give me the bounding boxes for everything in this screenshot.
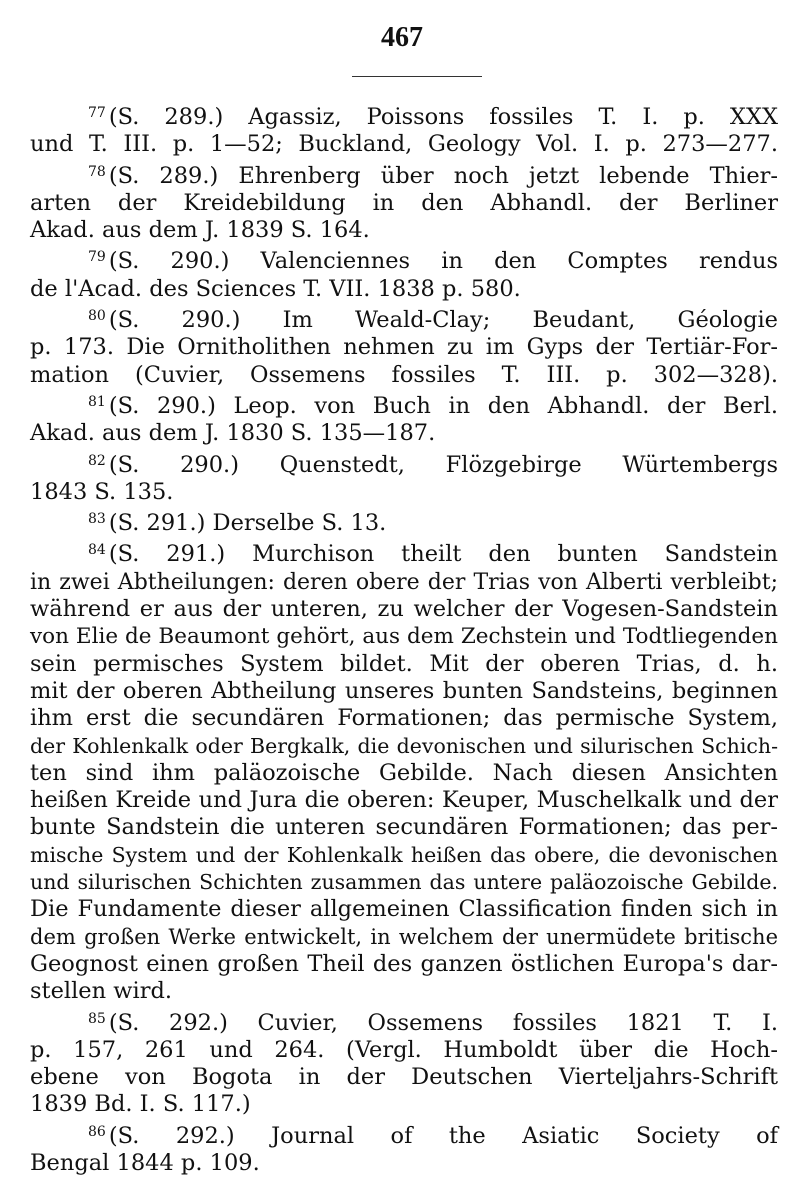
page-number: 467 — [381, 22, 423, 53]
note-number: 79 — [88, 249, 106, 266]
endnote-78-first-line — [30, 159, 778, 190]
line-text: (S. 290.) Valenciennes in den Comptes rendus — [108, 248, 778, 275]
line-text: ten sind ihm paläozoische Gebilde. Nach diesen Ansichten — [30, 759, 778, 786]
text-line — [30, 190, 778, 217]
line-text: Akad. aus dem J. 1839 S. 164. — [30, 217, 370, 244]
text-line — [30, 569, 778, 596]
line-text: der Kohlenkalk oder Bergkalk, die devonischen und silurischen Schich- — [30, 733, 778, 758]
line-text: ebene von Bogota in der Deutschen Vierteljahrs-Schrift — [30, 1064, 778, 1091]
line-text: Geognost einen großen Theil des ganzen östlichen Europa's dar- — [30, 950, 778, 977]
text-line — [30, 334, 778, 361]
text-line — [30, 951, 778, 978]
line-text: arten der Kreidebildung in den Abhandl. der Berliner — [30, 189, 778, 216]
text-line — [30, 623, 778, 650]
text-line — [30, 787, 778, 814]
note-number: 86 — [88, 1123, 106, 1140]
line-text: stellen wird. — [30, 978, 173, 1005]
text-line — [30, 678, 778, 705]
note-number: 84 — [88, 542, 106, 559]
text-line — [30, 479, 778, 506]
note-number: 85 — [88, 1010, 106, 1027]
line-text: de l'Acad. des Sciences T. VII. 1838 p. 580. — [30, 275, 521, 302]
line-text: während er aus der unteren, zu welcher der Vogesen-Sandstein — [30, 596, 778, 623]
text-line — [30, 842, 778, 869]
note-number: 81 — [88, 393, 106, 410]
text-line — [30, 814, 778, 841]
line-text: 1843 S. 135. — [30, 478, 174, 505]
line-text: und T. III. p. 1—52; Buckland, Geology Vol. I. p. 273—277. — [30, 131, 778, 158]
line-text: von Elie de Beaumont gehört, aus dem Zechstein und Todtliegenden — [30, 624, 778, 650]
text-line — [30, 1091, 778, 1118]
line-text: mation (Cuvier, Ossemens fossiles T. III. p. 302—328). — [30, 361, 778, 388]
line-text: mit der oberen Abtheilung unseres bunten Sandsteins, beginnen — [30, 677, 778, 704]
text-line — [30, 733, 778, 760]
note-number: 80 — [88, 308, 106, 325]
line-text: (S. 290.) Leop. von Buch in den Abhandl. der Berl. — [108, 392, 778, 419]
endnote-77-first-line — [30, 100, 778, 131]
endnote-86-first-line — [30, 1119, 778, 1150]
note-number: 83 — [88, 511, 106, 528]
note-number: 77 — [88, 105, 106, 121]
line-text: (S. 290.) Im Weald-Clay; Beudant, Géologie — [108, 307, 778, 334]
text-line — [30, 217, 778, 244]
text-line — [30, 705, 778, 732]
line-text: (S. 292.) Cuvier, Ossemens fossiles 1821 T. I. — [108, 1009, 778, 1036]
endnote-84-first-line — [30, 537, 778, 568]
text-line — [30, 1064, 778, 1091]
line-text: (S. 290.) Quenstedt, Flözgebirge Würtembergs — [108, 451, 778, 478]
text-line — [30, 651, 778, 678]
line-text: Akad. aus dem J. 1830 S. 135—187. — [30, 420, 436, 447]
line-text: (S. 291.) Murchison theilt den bunten Sandstein — [108, 541, 778, 568]
text-line — [30, 924, 778, 951]
text-line — [30, 362, 778, 389]
note-number: 82 — [88, 452, 106, 469]
line-text: dem großen Werke entwickelt, in welchem der unermüdete britische — [30, 924, 778, 949]
text-line — [30, 420, 778, 447]
line-text: 1839 Bd. I. S. 117.) — [30, 1091, 251, 1118]
header-rule — [352, 76, 482, 77]
text-line — [30, 760, 778, 787]
endnote-83-first-line — [30, 506, 778, 537]
endnote-79-first-line — [30, 244, 778, 275]
text-line — [30, 896, 778, 923]
line-text: (S. 289.) Agassiz, Poissons fossiles T. I. p. XXX — [108, 104, 778, 130]
text-line — [30, 276, 778, 303]
text-line — [30, 596, 778, 623]
text-line — [30, 869, 778, 896]
line-text: (S. 291.) Derselbe S. 13. — [108, 510, 387, 537]
text-line — [30, 978, 778, 1005]
text-line — [30, 1150, 778, 1177]
line-text: und silurischen Schichten zusammen das untere paläozoische Gebilde. — [30, 870, 778, 895]
line-text: mische System und der Kohlenkalk heißen das obere, die devonischen — [30, 842, 778, 867]
text-line — [30, 131, 778, 158]
endnote-82-first-line — [30, 448, 778, 479]
line-text: Bengal 1844 p. 109. — [30, 1149, 260, 1176]
text-line — [30, 1037, 778, 1064]
line-text: (S. 292.) Journal of the Asiatic Society of — [108, 1122, 778, 1149]
endnotes — [30, 100, 778, 1177]
line-text: heißen Kreide und Jura die oberen: Keuper, Muschelkalk und der — [30, 787, 778, 814]
line-text: (S. 289.) Ehrenberg über noch jetzt lebende Thier- — [108, 162, 778, 189]
line-text: p. 173. Die Ornitholithen nehmen zu im Gyps der Tertiär-For- — [30, 334, 778, 361]
line-text: in zwei Abtheilungen: deren obere der Trias von Alberti verbleibt; — [30, 569, 778, 595]
line-text: sein permisches System bildet. Mit der oberen Trias, d. h. — [30, 650, 778, 677]
endnote-85-first-line — [30, 1006, 778, 1037]
line-text: bunte Sandstein die unteren secundären Formationen; das per- — [30, 814, 778, 841]
note-number: 78 — [88, 163, 106, 180]
line-text: p. 157, 261 und 264. (Vergl. Humboldt über die Hoch- — [30, 1036, 778, 1063]
endnote-81-first-line — [30, 389, 778, 420]
endnote-80-first-line — [30, 303, 778, 334]
line-text: ihm erst die secundären Formationen; das permische System, — [30, 705, 778, 732]
line-text: Die Fundamente dieser allgemeinen Classification finden sich in — [30, 896, 778, 923]
